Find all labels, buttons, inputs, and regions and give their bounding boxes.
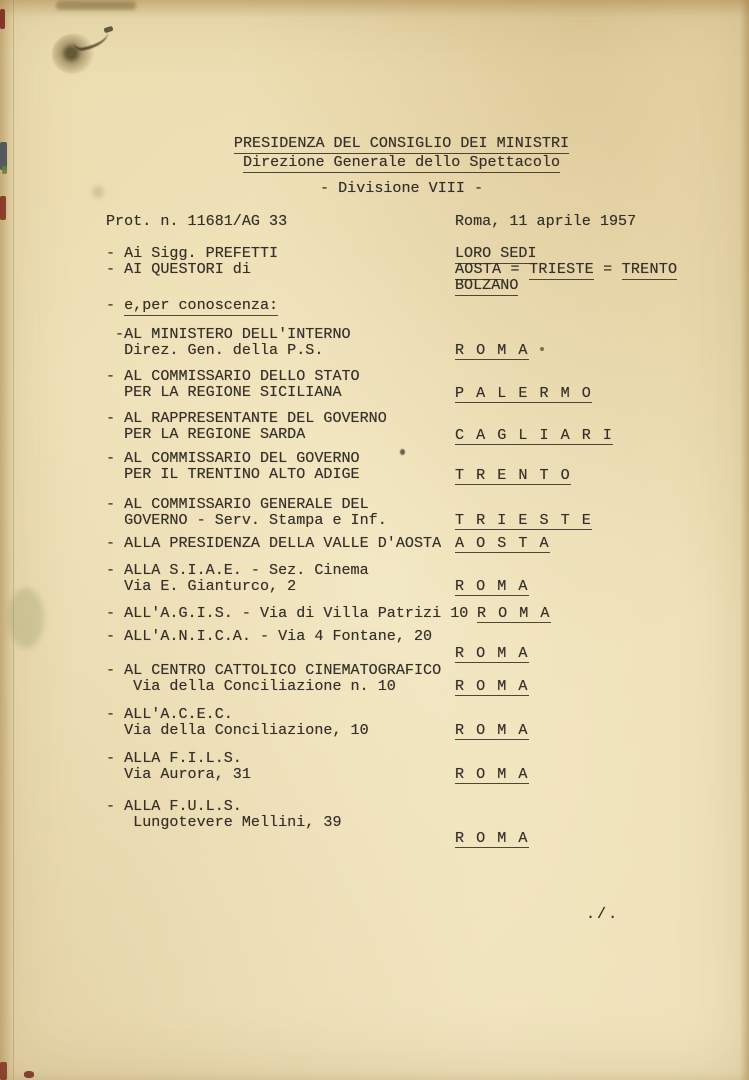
addressee-line: - Ai Sigg. PREFETTI: [106, 244, 279, 262]
destination-city-line2: BOLZANO: [455, 276, 519, 294]
recipient-row: [106, 604, 551, 622]
recipient-destination: C A G L I A R I: [455, 426, 614, 444]
recipient-line: Via Aurora, 31: [106, 765, 251, 783]
recipient-line: - ALLA S.I.A.E. - Sez. Cinema: [106, 561, 369, 579]
destination-city-separator: =: [501, 260, 530, 278]
recipient-line: - ALL'A.N.I.C.A. - Via 4 Fontane, 20: [106, 627, 433, 645]
recipient-destination: R O M A: [455, 677, 529, 695]
recipient-destination: R O M A: [455, 721, 529, 739]
recipient-row: [106, 534, 551, 552]
recipient-destination: P A L E R M O: [455, 384, 593, 402]
cc-intro: [106, 297, 278, 313]
recipient-line: - AL RAPPRESENTANTE DEL GOVERNO: [106, 409, 387, 427]
recipient-row: [106, 367, 593, 402]
letterhead-subtitle: [27, 154, 749, 170]
recipient-line: - ALL'A.G.I.S. - Via di Villa Patrizi 10: [106, 604, 469, 622]
addressee-line: - AI QUESTORI di: [106, 260, 251, 278]
recipient-row: [106, 705, 529, 739]
recipient-line: Via della Conciliazione, 10: [106, 721, 369, 739]
recipient-destination: A O S T A: [455, 534, 551, 552]
recipient-destination: R O M A: [455, 577, 529, 595]
letterhead-title: [27, 135, 749, 151]
paper-crease: [13, 0, 14, 1080]
recipient-line: PER LA REGIONE SICILIANA: [106, 383, 342, 401]
cc-intro-dash: -: [106, 296, 125, 314]
addressee-block: [106, 244, 678, 294]
recipient-line: - AL COMMISSARIO DELLO STATO: [106, 367, 360, 385]
paper-top-smudge: [56, 1, 136, 10]
edge-mark-red: [0, 196, 6, 220]
recipient-line: Lungotevere Mellini, 39: [106, 813, 342, 831]
dateline: Roma, 11 aprile 1957: [455, 212, 637, 230]
addressee-destinations: [455, 245, 677, 293]
letterhead-title-text: PRESIDENZA DEL CONSIGLIO DEI MINISTRI: [233, 134, 570, 152]
recipient-row: [106, 449, 572, 484]
recipient-line: GOVERNO - Serv. Stampa e Inf.: [106, 511, 387, 529]
recipient-destination: T R I E S T E: [455, 511, 593, 529]
recipient-line: Via della Conciliazione n. 10: [106, 677, 396, 695]
cc-intro-text: e,per conoscenza:: [124, 296, 279, 314]
recipient-destination: R O M A: [477, 604, 551, 622]
recipient-row: [106, 495, 593, 529]
ink-speck: [400, 449, 405, 455]
recipient-line: PER LA REGIONE SARDA: [106, 425, 306, 443]
recipient-row: [106, 561, 529, 595]
recipient-line: - ALLA F.U.L.S.: [106, 797, 242, 815]
ink-speck: [540, 347, 544, 351]
destination-city-separator: =: [593, 260, 622, 278]
recipient-destination: R O M A: [455, 765, 529, 783]
destination-header: LORO SEDI: [455, 244, 537, 262]
recipient-line: -AL MINISTERO DELL'INTERNO: [106, 325, 351, 343]
destination-city: TRIESTE: [529, 260, 594, 278]
letterhead-subtitle-text: Direzione Generale dello Spettacolo: [242, 153, 561, 171]
recipient-row: [106, 627, 529, 662]
recipient-row: [106, 409, 614, 444]
protocol-date-row: [106, 212, 637, 230]
recipient-line: Via E. Gianturco, 2: [106, 577, 297, 595]
letterhead-division: - Divisione VIII -: [319, 179, 484, 197]
edge-mark-red: [0, 1062, 7, 1080]
destination-city: AOSTA: [455, 260, 502, 278]
recipient-line: - ALL'A.C.E.C.: [106, 705, 233, 723]
recipient-line: - AL CENTRO CATTOLICO CINEMATOGRAFICO: [106, 661, 442, 679]
recipient-line: PER IL TRENTINO ALTO ADIGE: [106, 465, 360, 483]
recipient-line: - AL COMMISSARIO DEL GOVERNO: [106, 449, 360, 467]
edge-mark-green: [2, 166, 7, 174]
ink-blot-stroke-end: [103, 26, 113, 34]
recipient-line: Direz. Gen. della P.S.: [106, 341, 324, 359]
recipient-line: - AL COMMISSARIO GENERALE DEL: [106, 495, 369, 513]
edge-mark-red: [0, 9, 5, 29]
recipient-row: [106, 325, 529, 359]
paper-smudge: [8, 588, 44, 648]
recipient-destination: R O M A: [455, 829, 529, 847]
recipient-destination: R O M A: [455, 644, 529, 662]
recipient-row: [106, 749, 529, 783]
destination-city: TRENTO: [621, 260, 678, 278]
continuation-mark: ./.: [586, 905, 620, 923]
recipient-row: [106, 661, 529, 695]
protocol-number: Prot. n. 11681/AG 33: [106, 212, 288, 230]
recipient-line: - ALLA PRESIDENZA DELLA VALLE D'AOSTA: [106, 534, 442, 552]
recipient-destination: T R E N T O: [455, 466, 572, 484]
recipient-line: - ALLA F.I.L.S.: [106, 749, 242, 767]
destination-cities: [455, 261, 677, 277]
edge-mark-red-dot: [24, 1071, 34, 1078]
recipient-destination: R O M A: [455, 341, 529, 359]
recipient-row: [106, 797, 529, 847]
